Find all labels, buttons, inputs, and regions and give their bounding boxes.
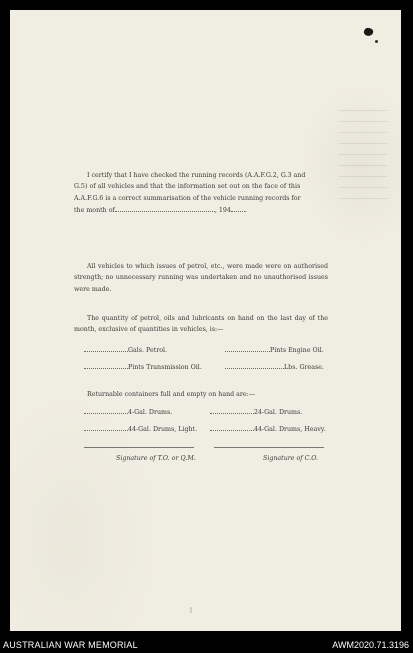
cert-line-3: A.A.F.G.6 is a correct summarisation of the vehicle running records for: [74, 194, 301, 202]
quantities-row-1: [74, 344, 328, 356]
twenty-four-gal-drums-blank[interactable]: [210, 406, 254, 414]
ink-blot: [363, 27, 374, 38]
cert-line-4: [74, 204, 328, 216]
forty-four-gal-light-blank[interactable]: [84, 423, 128, 431]
gals-petrol-blank[interactable]: [84, 344, 128, 352]
containers-row-2: [74, 423, 328, 435]
forty-four-gal-heavy-blank[interactable]: [210, 423, 254, 431]
pints-engine-oil-label: Pints Engine Oil.: [270, 347, 324, 354]
twenty-four-gal-drums-item: [210, 406, 302, 418]
year-label: , 194: [214, 207, 231, 215]
lbs-grease-blank[interactable]: [225, 361, 284, 369]
signature-line-to-qm[interactable]: [84, 447, 194, 449]
cert-line-1: I certify that I have checked the running records (A.A.F.G.2, G.3 and: [87, 172, 306, 179]
signature-line-co[interactable]: [214, 447, 324, 449]
pints-engine-oil-blank[interactable]: [225, 344, 270, 352]
lbs-grease-item: [225, 361, 324, 373]
forty-four-gal-light-item: [84, 423, 197, 435]
twenty-four-gal-drums-label: 24-Gal. Drums.: [254, 409, 303, 416]
paper-crease: [190, 607, 192, 613]
lbs-grease-label: Lbs. Grease.: [284, 364, 324, 371]
four-gal-drums-label: 4-Gal. Drums.: [128, 409, 173, 416]
forty-four-gal-light-label: 44-Gal. Drums, Light.: [128, 426, 198, 433]
returnable-containers-intro: Returnable containers full and empty on hand are:—: [87, 391, 256, 398]
containers-row-1: [74, 406, 328, 418]
accession-number: AWM2020.71.3196: [332, 640, 409, 650]
gals-petrol-label: Gals. Petrol.: [128, 347, 168, 354]
pints-transmission-oil-label: Pints Transmission Oil.: [128, 364, 202, 371]
bleed-through-text: [339, 110, 387, 200]
ink-speck: [375, 40, 378, 43]
month-label: the month of: [74, 207, 115, 215]
pints-transmission-oil-blank[interactable]: [84, 361, 128, 369]
signature-co-label: Signature of C.O.: [263, 455, 319, 462]
quantities-row-2: [74, 361, 328, 373]
four-gal-drums-item: [84, 406, 172, 418]
cert-line-2: G.5) of all vehicles and that the information set out on the face of this: [74, 183, 301, 191]
cert-line-4-end: .: [244, 207, 247, 215]
authorised-strength-paragraph: All vehicles to which issues of petrol, etc., were made were on authorised strength; no unnecessary running was undertaken and no unauthorised issues were made.: [74, 263, 328, 293]
month-blank[interactable]: [115, 204, 215, 212]
forty-four-gal-heavy-item: [210, 423, 326, 435]
year-blank[interactable]: [231, 204, 247, 215]
pints-engine-oil-item: [225, 344, 324, 356]
quantity-on-hand-paragraph: The quantity of petrol, oils and lubricants on hand on the last day of the month, exclusive of quantities in vehicles, is:—: [74, 315, 328, 334]
pints-transmission-oil-item: [84, 361, 202, 373]
four-gal-drums-blank[interactable]: [84, 406, 128, 414]
institution-caption: AUSTRALIAN WAR MEMORIAL: [3, 640, 138, 650]
signature-to-qm-label: Signature of T.O. or Q.M.: [116, 455, 196, 462]
forty-four-gal-heavy-label: 44-Gal. Drums, Heavy.: [254, 426, 326, 433]
certification-paragraph: [74, 170, 328, 217]
gals-petrol-item: [84, 344, 167, 356]
